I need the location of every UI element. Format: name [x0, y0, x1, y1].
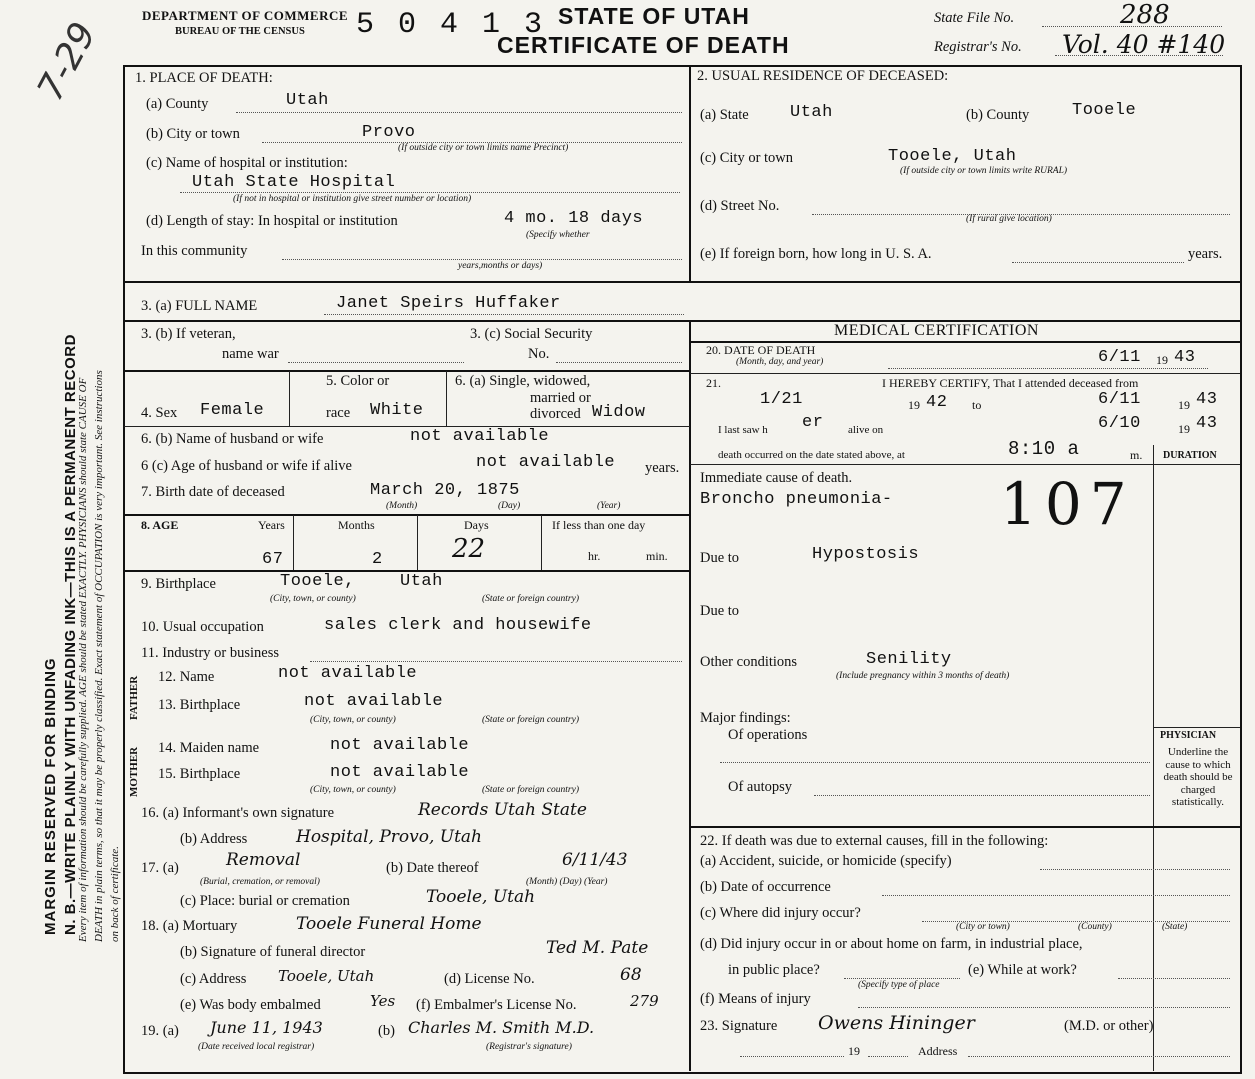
physician-note: Underline the cause to which death should be charged statistically.	[1163, 746, 1233, 808]
industry-label: 11. Industry or business	[141, 645, 280, 661]
margin-instruction-3: on back of certificate.	[109, 846, 121, 942]
foreign-years-label: years.	[1188, 246, 1223, 262]
place-county-line	[236, 112, 682, 113]
last-saw-value: 6/10	[1098, 414, 1141, 433]
father-name-label: 12. Name	[158, 669, 215, 685]
father-name-value: not available	[278, 664, 418, 683]
divider	[124, 370, 690, 372]
birth-month-note: (Month)	[386, 501, 418, 511]
father-birthplace-label: 13. Birthplace	[158, 697, 241, 713]
race-label: race	[326, 405, 351, 421]
place-heading: 1. PLACE OF DEATH:	[135, 70, 273, 86]
last-saw-century: 19	[1178, 422, 1190, 436]
mother-bp-note-2: (State or foreign country)	[482, 785, 580, 795]
divider	[124, 320, 1240, 322]
signature-year-line	[868, 1056, 908, 1057]
foreign-line	[1012, 262, 1184, 263]
external-f-line	[858, 1007, 1230, 1008]
dod-label: 20. DATE OF DEATH	[706, 343, 816, 357]
occupation-label: 10. Usual occupation	[141, 619, 264, 635]
place-city-label: (b) City or town	[146, 126, 240, 142]
spouse-age-value: not available	[476, 453, 616, 472]
external-heading: 22. If death was due to external causes, fill in the following:	[700, 833, 1049, 849]
embalmed-label: (e) Was body embalmed	[180, 997, 321, 1013]
divider	[690, 373, 1240, 374]
burial-place-value: Tooele, Utah	[426, 887, 536, 907]
birth-date-label: 7. Birth date of deceased	[141, 484, 285, 500]
residence-state-value: Utah	[790, 103, 833, 122]
full-name-line	[324, 314, 684, 315]
physician-signature: Owens Hininger	[818, 1012, 975, 1034]
mortuary-address-value: Tooele, Utah	[278, 967, 375, 985]
divider	[446, 371, 447, 426]
residence-county-value: Tooele	[1072, 101, 1137, 120]
age-days-value: 22	[452, 534, 486, 564]
burial-a-label: 17. (a)	[141, 860, 179, 876]
veteran-line	[288, 362, 464, 363]
divider	[689, 320, 691, 1071]
age-hr-label: hr.	[588, 549, 601, 563]
other-conditions-label: Other conditions	[700, 654, 798, 670]
sex-label: 4. Sex	[141, 405, 178, 421]
external-c-note-1: (City or town)	[956, 922, 1010, 932]
birthplace-city: Tooele,	[280, 572, 355, 591]
state-title: STATE OF UTAH	[558, 3, 750, 29]
external-c-note-2: (County)	[1078, 922, 1112, 932]
divider	[289, 371, 290, 426]
informant-address-value: Hospital, Provo, Utah	[296, 827, 483, 847]
divider	[1154, 727, 1240, 728]
veteran-war-label: name war	[222, 346, 279, 362]
hospital-note: (If not in hospital or institution give street number or location)	[233, 194, 472, 204]
bureau-name: BUREAU OF THE CENSUS	[175, 26, 305, 37]
embalmer-license-label: (f) Embalmer's License No.	[416, 997, 577, 1013]
spouse-label: 6. (b) Name of husband or wife	[141, 431, 324, 447]
divider	[293, 515, 294, 570]
residence-city-note: (If outside city or town limits write RURAL)	[900, 166, 1068, 176]
residence-county-label: (b) County	[966, 107, 1030, 123]
birth-date-value: March 20, 1875	[370, 481, 520, 500]
autopsy-label: Of autopsy	[728, 779, 793, 795]
full-name-value: Janet Speirs Huffaker	[336, 294, 561, 313]
mother-bp-note-1: (City, town, or county)	[310, 785, 396, 795]
divider	[124, 426, 690, 427]
burial-date-value: 6/11/43	[562, 850, 628, 870]
external-d2-label: in public place?	[728, 962, 820, 978]
page-title: CERTIFICATE OF DEATH	[497, 32, 790, 58]
registrar-b-label: (b)	[378, 1023, 395, 1039]
father-bp-note-1: (City, town, or county)	[310, 715, 396, 725]
marital-label-3: divorced	[530, 406, 581, 422]
attended-from-year: 42	[926, 393, 948, 412]
external-f-label: (f) Means of injury	[700, 991, 811, 1007]
operations-line	[720, 762, 1150, 763]
ssn-label: 3. (c) Social Security	[470, 326, 593, 342]
physician-label: PHYSICIAN	[1160, 730, 1217, 741]
occupation-value: sales clerk and housewife	[324, 616, 592, 635]
residence-city-value: Tooele, Utah	[888, 147, 1017, 166]
spouse-age-label: 6 (c) Age of husband or wife if alive	[141, 458, 352, 474]
margin-binding-note: MARGIN RESERVED FOR BINDING	[42, 657, 59, 935]
age-label: 8. AGE	[141, 518, 179, 532]
margin-instruction-2: DEATH in plain terms, so that it may be properly classified. Exact statement of OCCUPATION is very important. See instructions	[93, 370, 105, 942]
marital-label: 6. (a) Single, widowed,	[455, 373, 591, 389]
funeral-director-label: (b) Signature of funeral director	[180, 944, 366, 960]
age-months-value: 2	[372, 550, 383, 569]
mortuary-value: Tooele Funeral Home	[296, 914, 482, 934]
informant-address-label: (b) Address	[180, 831, 248, 847]
registrar-value: Vol. 40 #140	[1062, 30, 1226, 59]
state-file-value: 288	[1120, 0, 1170, 30]
residence-street-note: (If rural give location)	[966, 214, 1052, 224]
burial-date-note: (Month) (Day) (Year)	[526, 877, 608, 887]
father-tag: FATHER	[128, 675, 140, 720]
informant-signature: Records Utah State	[418, 800, 587, 820]
attended-to: 6/11	[1098, 390, 1141, 409]
attended-to-label: to	[972, 398, 982, 412]
age-days-label: Days	[464, 518, 489, 532]
cause-code: 107	[1000, 470, 1135, 538]
external-d-note: (Specify type of place	[858, 980, 940, 990]
place-city-note: (If outside city or town limits name Precinct)	[398, 143, 569, 153]
registrar-label: Registrar's No.	[934, 39, 1022, 55]
mother-tag: MOTHER	[128, 746, 140, 797]
registrar-signature: Charles M. Smith M.D.	[408, 1018, 595, 1037]
last-saw-suffix: er	[802, 413, 824, 432]
place-city-value: Provo	[362, 123, 416, 142]
residence-street-label: (d) Street No.	[700, 198, 780, 214]
place-county-value: Utah	[286, 91, 329, 110]
burial-date-label: (b) Date thereof	[386, 860, 479, 876]
residence-city-label: (c) City or town	[700, 150, 794, 166]
embalmed-value: Yes	[370, 992, 396, 1010]
due-to-1-label: Due to	[700, 550, 740, 566]
immediate-cause-label: Immediate cause of death.	[700, 470, 853, 486]
mother-birthplace-value: not available	[330, 763, 470, 782]
age-lt-day-label: If less than one day	[552, 518, 646, 532]
divider	[690, 464, 1240, 465]
last-saw-year: 43	[1196, 414, 1218, 433]
duration-label: DURATION	[1163, 450, 1217, 461]
certificate-number: 5 0 4 1 3	[356, 8, 546, 42]
external-a-line	[1040, 869, 1230, 870]
autopsy-line	[814, 795, 1150, 796]
spouse-value: not available	[410, 427, 550, 446]
physician-signature-suffix: (M.D. or other)	[1064, 1018, 1154, 1034]
external-e-line	[1118, 978, 1230, 979]
time-value: 8:10 a	[1008, 438, 1080, 460]
external-c-note-3: (State)	[1162, 922, 1188, 932]
embalmer-license-value: 279	[630, 992, 659, 1010]
burial-place-label: (c) Place: burial or cremation	[180, 893, 350, 909]
registrar-date-value: June 11, 1943	[210, 1018, 323, 1037]
marital-value: Widow	[592, 403, 646, 422]
registrar-date-note: (Date received local registrar)	[198, 1042, 315, 1052]
due-to-1-value: Hypostosis	[812, 545, 920, 564]
dod-value: 6/11	[1098, 348, 1141, 367]
external-e-label: (e) While at work?	[968, 962, 1077, 978]
divider	[690, 826, 1240, 828]
external-b-label: (b) Date of occurrence	[700, 879, 831, 895]
dod-note: (Month, day, and year)	[736, 357, 824, 367]
external-d-line	[844, 978, 960, 979]
margin-instruction-1: Every item of information should be carefully supplied. AGE should be stated EXACTLY. PHYSICIANS should state CAUSE OF	[77, 377, 89, 942]
industry-line	[310, 661, 682, 662]
major-findings-label: Major findings:	[700, 710, 791, 726]
physician-signature-label: 23. Signature	[700, 1018, 778, 1034]
age-years-label: Years	[258, 518, 285, 532]
hospital-line	[180, 192, 680, 193]
color-label: 5. Color or	[326, 373, 390, 389]
signature-address-label: Address	[918, 1044, 958, 1058]
spouse-age-unit: years.	[645, 460, 680, 476]
due-to-2-label: Due to	[700, 603, 740, 619]
birthplace-note-1: (City, town, or county)	[270, 594, 356, 604]
mother-name-label: 14. Maiden name	[158, 740, 260, 756]
last-saw-label: I last saw h	[718, 424, 768, 436]
state-file-label: State File No.	[934, 10, 1015, 26]
signature-date-line	[740, 1056, 844, 1057]
signature-century: 19	[848, 1044, 860, 1058]
funeral-director-signature: Ted M. Pate	[546, 938, 649, 958]
stay-note: (Specify whether	[526, 230, 590, 240]
divider	[541, 515, 542, 570]
age-years-value: 67	[262, 550, 284, 569]
signature-address-line	[968, 1056, 1230, 1057]
registrar-date-label: 19. (a)	[141, 1023, 179, 1039]
corner-mark: 7-29	[30, 15, 105, 108]
dod-century: 19	[1156, 353, 1168, 367]
divider	[417, 515, 418, 570]
marital-label-2: married or	[530, 390, 591, 406]
age-months-label: Months	[338, 518, 375, 532]
mortuary-label: 18. (a) Mortuary	[141, 918, 238, 934]
alive-on-label: alive on	[848, 424, 884, 436]
stay-value: 4 mo. 18 days	[504, 209, 644, 228]
veteran-label: 3. (b) If veteran,	[141, 326, 236, 342]
stay-label: (d) Length of stay: In hospital or institution	[146, 213, 398, 229]
external-b-line	[882, 895, 1230, 896]
hospital-label: (c) Name of hospital or institution:	[146, 155, 348, 171]
divider	[124, 514, 690, 516]
time-unit: m.	[1130, 448, 1143, 462]
operations-label: Of operations	[728, 727, 808, 743]
other-conditions-value: Senility	[866, 650, 952, 669]
foreign-label: (e) If foreign born, how long in U. S. A.	[700, 246, 932, 262]
registrar-signature-note: (Registrar's signature)	[486, 1042, 572, 1052]
age-min-label: min.	[646, 549, 668, 563]
department-name: DEPARTMENT OF COMMERCE	[142, 8, 349, 23]
dod-year: 43	[1174, 348, 1196, 367]
residence-state-label: (a) State	[700, 107, 749, 123]
full-name-label: 3. (a) FULL NAME	[141, 298, 258, 314]
external-d-label: (d) Did injury occur in or about home on farm, in industrial place,	[700, 936, 1083, 952]
community-label: In this community	[141, 243, 248, 259]
dod-line	[888, 368, 1208, 369]
mother-birthplace-label: 15. Birthplace	[158, 766, 241, 782]
attended-to-century: 19	[1178, 398, 1190, 412]
license-value: 68	[620, 965, 642, 985]
license-label: (d) License No.	[444, 971, 535, 987]
birth-year-note: (Year)	[597, 501, 621, 511]
burial-a-value: Removal	[226, 850, 301, 870]
place-county-label: (a) County	[146, 96, 209, 112]
community-note: years,months or days)	[458, 261, 543, 271]
father-birthplace-value: not available	[304, 692, 444, 711]
external-c-label: (c) Where did injury occur?	[700, 905, 861, 921]
divider	[689, 66, 691, 282]
mother-name-value: not available	[330, 736, 470, 755]
mortuary-address-label: (c) Address	[180, 971, 247, 987]
other-conditions-note: (Include pregnancy within 3 months of death)	[836, 671, 1010, 681]
attended-from: 1/21	[760, 390, 803, 409]
birth-day-note: (Day)	[498, 501, 521, 511]
margin-ink-note: N. B.—WRITE PLAINLY WITH UNFADING INK—THIS IS A PERMANENT RECORD	[62, 334, 79, 935]
attended-to-year: 43	[1196, 390, 1218, 409]
time-label: death occurred on the date stated above, at	[718, 449, 905, 461]
informant-label: 16. (a) Informant's own signature	[141, 805, 335, 821]
father-bp-note-2: (State or foreign country)	[482, 715, 580, 725]
community-line	[282, 259, 682, 260]
burial-a-note: (Burial, cremation, or removal)	[200, 877, 320, 887]
birthplace-state: Utah	[400, 572, 443, 591]
birthplace-label: 9. Birthplace	[141, 576, 216, 592]
certify-label: I HEREBY CERTIFY, That I attended deceased from	[882, 376, 1139, 390]
sex-value: Female	[200, 401, 265, 420]
race-value: White	[370, 401, 424, 420]
hospital-value: Utah State Hospital	[192, 173, 396, 192]
medical-heading: MEDICAL CERTIFICATION	[834, 322, 1039, 339]
birthplace-note-2: (State or foreign country)	[482, 594, 580, 604]
ssn-no-label: No.	[528, 346, 550, 362]
residence-heading: 2. USUAL RESIDENCE OF DECEASED:	[697, 68, 949, 84]
ssn-line	[556, 362, 682, 363]
divider	[124, 281, 1240, 283]
immediate-cause-value: Broncho pneumonia-	[700, 490, 893, 509]
attended-from-century: 19	[908, 398, 920, 412]
external-a-label: (a) Accident, suicide, or homicide (specify)	[700, 853, 952, 869]
certify-number: 21.	[706, 376, 721, 390]
